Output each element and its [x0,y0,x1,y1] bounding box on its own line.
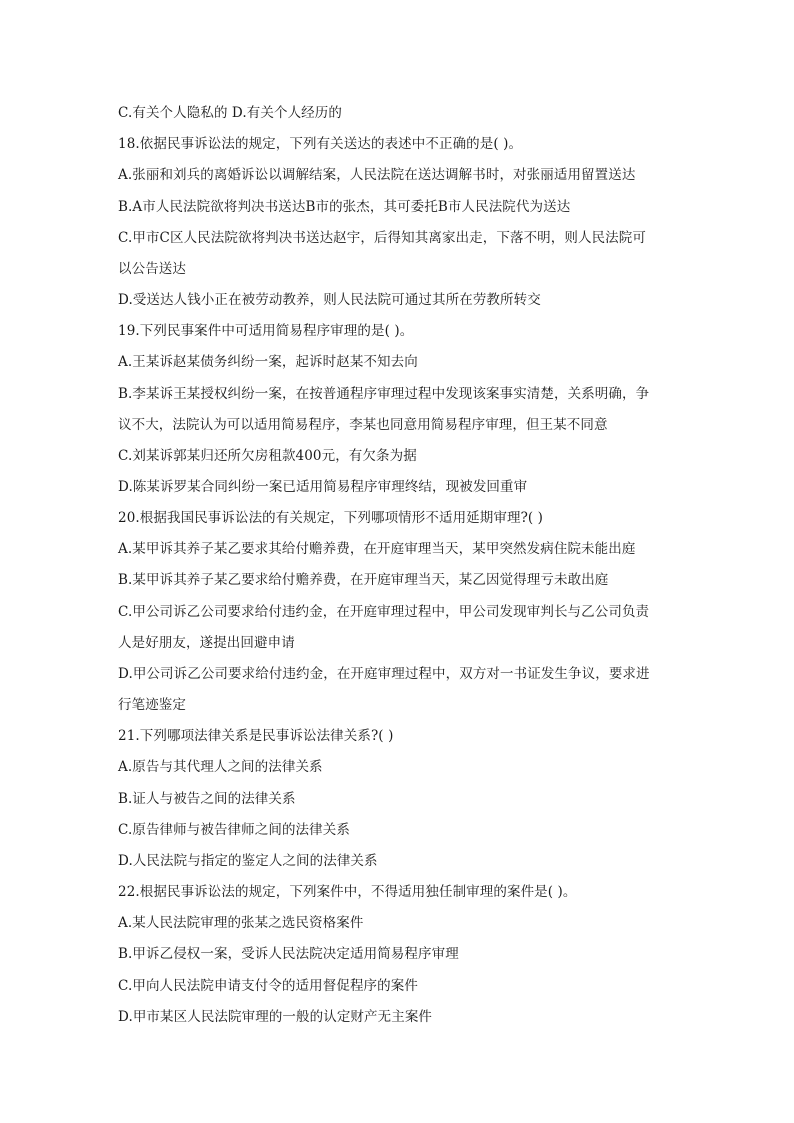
text-line: C.有关个人隐私的 D.有关个人经历的 [118,105,342,121]
question-19-option-d: D.陈某诉罗某合同纠纷一案已适用简易程序审理终结，现被发回重审 [118,479,528,495]
question-18-option-a: A.张丽和刘兵的离婚诉讼以调解结案，人民法院在送达调解书时，对张丽适用留置送达 [118,167,636,183]
question-19-option-a: A.王某诉赵某债务纠纷一案，起诉时赵某不知去向 [118,354,418,370]
question-22-stem: 22.根据民事诉讼法的规定，下列案件中，不得适用独任制审理的案件是( )。 [118,884,577,900]
question-22-option-d: D.甲市某区人民法院审理的一般的认定财产无主案件 [118,1009,433,1025]
question-19-option-b: B.李某诉王某授权纠纷一案，在按普通程序审理过程中发现该案事实清楚，关系明确，争 [118,386,650,402]
question-18-stem: 18.依据民事诉讼法的规定，下列有关送达的表述中不正确的是( )。 [118,136,523,152]
question-21-option-a: A.原告与其代理人之间的法律关系 [118,759,323,775]
question-18-option-d: D.受送达人钱小正在被劳动教养，则人民法院可通过其所在劳教所转交 [118,292,541,308]
question-22-option-a: A.某人民法院审理的张某之选民资格案件 [118,915,364,931]
question-21-option-d: D.人民法院与指定的鉴定人之间的法律关系 [118,853,378,869]
question-20-option-c-cont: 人是好朋友，遂提出回避申请 [118,635,295,651]
question-18-option-b: B.A市人民法院欲将判决书送达B市的张杰，其可委托B市人民法院代为送达 [118,199,571,215]
question-20-option-c: C.甲公司诉乙公司要求给付违约金，在开庭审理过程中，甲公司发现审判长与乙公司负责 [118,604,650,620]
question-21-option-b: B.证人与被告之间的法律关系 [118,791,296,807]
question-19-stem: 19.下列民事案件中可适用简易程序审理的是( )。 [118,323,414,339]
question-22-option-b: B.甲诉乙侵权一案，受诉人民法院决定适用简易程序审理 [118,946,459,962]
question-20-option-d-cont: 行笔迹鉴定 [118,697,186,713]
question-20-option-d: D.甲公司诉乙公司要求给付违约金，在开庭审理过程中，双方对一书证发生争议，要求进 [118,666,650,682]
question-19-option-b-cont: 议不大，法院认为可以适用简易程序，李某也同意用简易程序审理，但王某不同意 [118,417,608,433]
question-20-stem: 20.根据我国民事诉讼法的有关规定，下列哪项情形不适用延期审理?( ) [118,510,544,526]
question-20-option-b: B.某甲诉其养子某乙要求给付赡养费，在开庭审理当天，某乙因觉得理亏未敢出庭 [118,572,609,588]
question-21-stem: 21.下列哪项法律关系是民事诉讼法律关系?( ) [118,728,394,744]
question-21-option-c: C.原告律师与被告律师之间的法律关系 [118,822,350,838]
question-20-option-a: A.某甲诉其养子某乙要求其给付赡养费，在开庭审理当天，某甲突然发病住院未能出庭 [118,541,636,557]
question-19-option-c: C.刘某诉郭某归还所欠房租款400元，有欠条为据 [118,448,417,464]
question-18-option-c-cont: 以公告送达 [118,261,186,277]
question-22-option-c: C.甲向人民法院申请支付令的适用督促程序的案件 [118,978,418,994]
question-18-option-c: C.甲市C区人民法院欲将判决书送达赵宇，后得知其离家出走，下落不明，则人民法院可 [118,230,646,246]
